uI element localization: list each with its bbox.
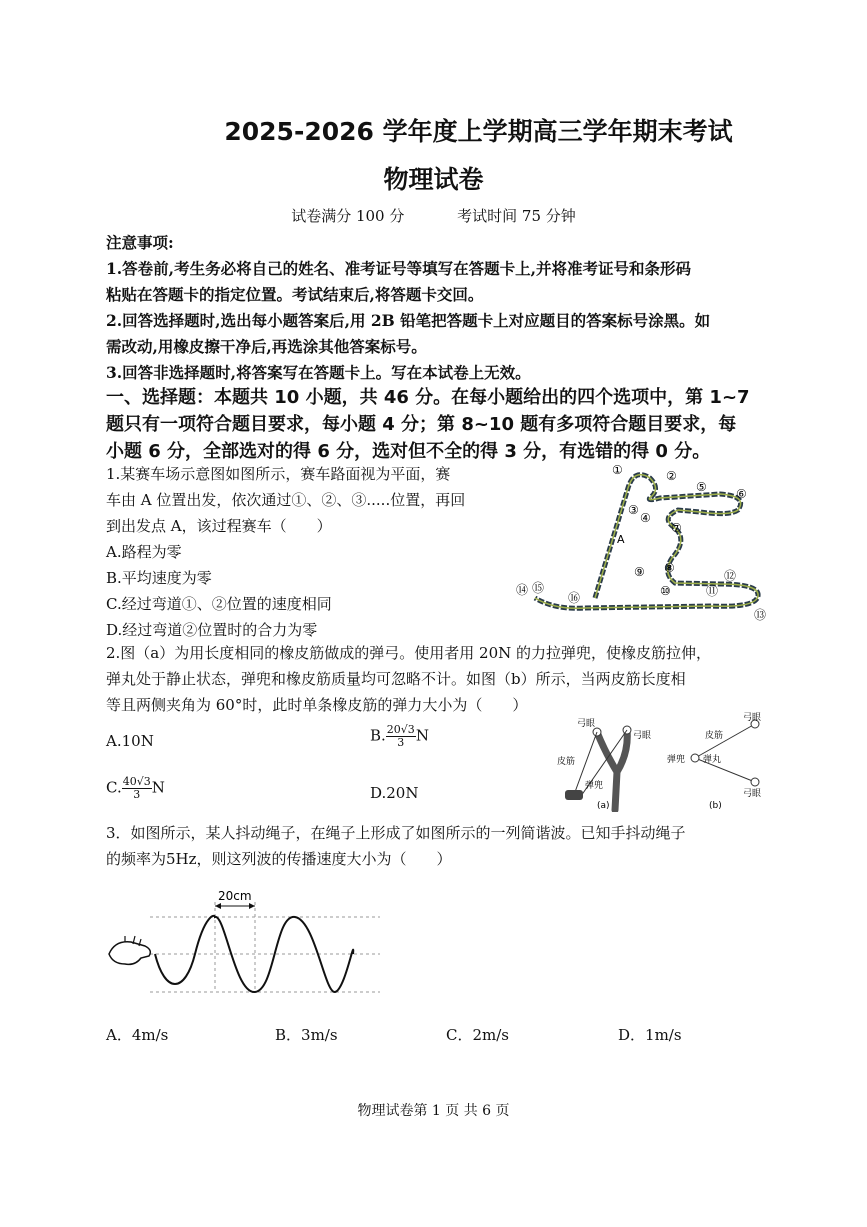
exam-time: 考试时间 75 分钟 xyxy=(457,207,576,225)
notice-item-1a: 1.答卷前,考生务必将自己的姓名、准考证号等填写在答题卡上,并将准考证号和条形码 xyxy=(106,259,691,278)
marker-13: ⑬ xyxy=(754,608,767,622)
fig-b-pijin: 皮筋 xyxy=(705,731,724,741)
point-a-label: A xyxy=(617,533,625,546)
fig-b-gongyan-upper: 弓眼 xyxy=(743,713,762,723)
marker-14: ⑭ xyxy=(516,583,529,597)
q2-option-b-denominator: 3 xyxy=(397,736,405,749)
q3-line-1: 3．如图所示，某人抖动绳子，在绳子上形成了如图所示的一列简谐波。已知手抖动绳子 xyxy=(106,824,686,842)
marker-2: ② xyxy=(666,469,677,483)
wave-figure xyxy=(105,884,390,999)
fig-b-caption: (b) xyxy=(709,801,722,811)
fig-a-caption: (a) xyxy=(597,801,610,811)
arrow-right xyxy=(249,903,255,909)
q2-option-b xyxy=(370,724,429,749)
fig-a-pijin: 皮筋 xyxy=(557,757,576,767)
wavelength-label: 20cm xyxy=(218,889,252,903)
q3-option-a: A．4m/s xyxy=(106,1026,169,1044)
marker-9: ⑨ xyxy=(634,565,645,579)
fig-a-dandou: 弹兜 xyxy=(585,781,604,791)
marker-16: ⑯ xyxy=(568,591,581,605)
track-center-line xyxy=(535,475,758,609)
q3-line-2: 的频率为5Hz，则这列波的传播速度大小为（ ） xyxy=(106,850,452,868)
race-track-figure xyxy=(510,458,780,628)
marker-15: ⑮ xyxy=(532,581,545,595)
q3-option-d: D．1m/s xyxy=(618,1026,682,1044)
marker-4: ④ xyxy=(640,511,651,525)
slingshot-figure xyxy=(545,712,780,812)
q2-option-a: A.10N xyxy=(106,732,154,750)
q2-option-b-unit: N xyxy=(415,726,429,745)
slingshot-frame xyxy=(597,730,627,810)
hand-icon xyxy=(109,936,150,964)
pouch-b xyxy=(691,754,699,762)
notice-item-1b: 粘贴在答题卡的指定位置。考试结束后,将答题卡交回。 xyxy=(106,285,484,304)
notice-item-3: 3.回答非选择题时,将答案写在答题卡上。写在本试卷上无效。 xyxy=(106,363,531,382)
q1-line-1: 1.某赛车场示意图如图所示，赛车路面视为平面，赛 xyxy=(106,465,451,483)
marker-12: ⑫ xyxy=(724,569,737,583)
q2-option-b-prefix: B. xyxy=(370,726,386,745)
q1-option-c: C.经过弯道①、②位置的速度相同 xyxy=(106,595,332,613)
q2-line-1: 2.图（a）为用长度相同的橡皮筋做成的弹弓。使用者用 20N 的力拉弹兜，使橡皮筋拉伸， xyxy=(106,644,712,662)
fig-a-gongyan-left: 弓眼 xyxy=(577,719,596,729)
marker-10: ⑩ xyxy=(660,584,671,598)
q2-option-c xyxy=(106,776,165,801)
section-line-3: 小题 6 分，全部选对的得 6 分，选对但不全的得 3 分，有选错的得 0 分。 xyxy=(106,441,711,462)
q2-option-c-unit: N xyxy=(151,778,165,797)
full-score: 试卷满分 100 分 xyxy=(291,207,405,225)
q3-option-b: B．3m/s xyxy=(275,1026,338,1044)
page-footer: 物理试卷第 1 页 共 6 页 xyxy=(357,1103,510,1119)
marker-5: ⑤ xyxy=(696,480,707,494)
marker-7: ⑦ xyxy=(671,521,682,535)
q2-option-c-numerator: 40√3 xyxy=(122,775,151,788)
arrow-left xyxy=(215,903,221,909)
q1-line-3: 到出发点 A，该过程赛车（ ） xyxy=(106,517,332,535)
notice-item-2a: 2.回答选择题时,选出每小题答案后,用 2B 铅笔把答题卡上对应题目的答案标号涂黑。如 xyxy=(106,311,711,330)
q2-option-c-fraction xyxy=(122,776,152,801)
marker-8: ⑧ xyxy=(664,561,675,575)
fig-a-gongyan-right: 弓眼 xyxy=(633,731,652,741)
q2-line-3: 等且两侧夹角为 60°时，此时单条橡皮筋的弹力大小为（ ） xyxy=(106,696,528,714)
exam-title: 2025-2026 学年度上学期高三学年期末考试 xyxy=(224,117,733,146)
notice-heading: 注意事项: xyxy=(106,233,174,252)
eye-b-lower xyxy=(751,778,759,786)
band-b-upper xyxy=(695,724,755,758)
q2-line-2: 弹丸处于静止状态，弹兜和橡皮筋质量均可忽略不计。如图（b）所示，当两皮筋长度相 xyxy=(106,670,686,688)
marker-1: ① xyxy=(612,463,623,477)
q1-option-d: D.经过弯道②位置时的合力为零 xyxy=(106,621,318,639)
exam-info xyxy=(0,205,867,226)
section-line-1: 一、选择题：本题共 10 小题，共 46 分。在每小题给出的四个选项中，第 1~7 xyxy=(106,387,750,408)
q1-option-b: B.平均速度为零 xyxy=(106,569,212,587)
fig-b-dandou: 弹兜 xyxy=(667,755,686,765)
q2-option-c-prefix: C. xyxy=(106,778,122,797)
section-line-2: 题只有一项符合题目要求，每小题 4 分；第 8~10 题有多项符合题目要求，每 xyxy=(106,414,737,435)
notice-item-2b: 需改动,用橡皮擦干净后,再选涂其他答案标号。 xyxy=(106,337,427,356)
q2-option-b-numerator: 20√3 xyxy=(386,723,415,736)
q3-option-c: C．2m/s xyxy=(446,1026,509,1044)
fig-b-danwan: 弹丸 xyxy=(703,755,722,765)
q2-option-d: D.20N xyxy=(370,784,419,802)
q2-option-b-fraction xyxy=(386,724,416,749)
pouch-a xyxy=(565,790,583,800)
q1-option-a: A.路程为零 xyxy=(106,543,182,561)
subject-title: 物理试卷 xyxy=(383,165,484,194)
marker-11: ⑪ xyxy=(706,584,719,598)
marker-3: ③ xyxy=(628,503,639,517)
q2-option-c-denominator: 3 xyxy=(133,788,141,801)
marker-6: ⑥ xyxy=(736,487,747,501)
fig-b-gongyan-lower: 弓眼 xyxy=(743,789,762,799)
q1-line-2: 车由 A 位置出发，依次通过①、②、③.....位置，再回 xyxy=(106,491,466,509)
